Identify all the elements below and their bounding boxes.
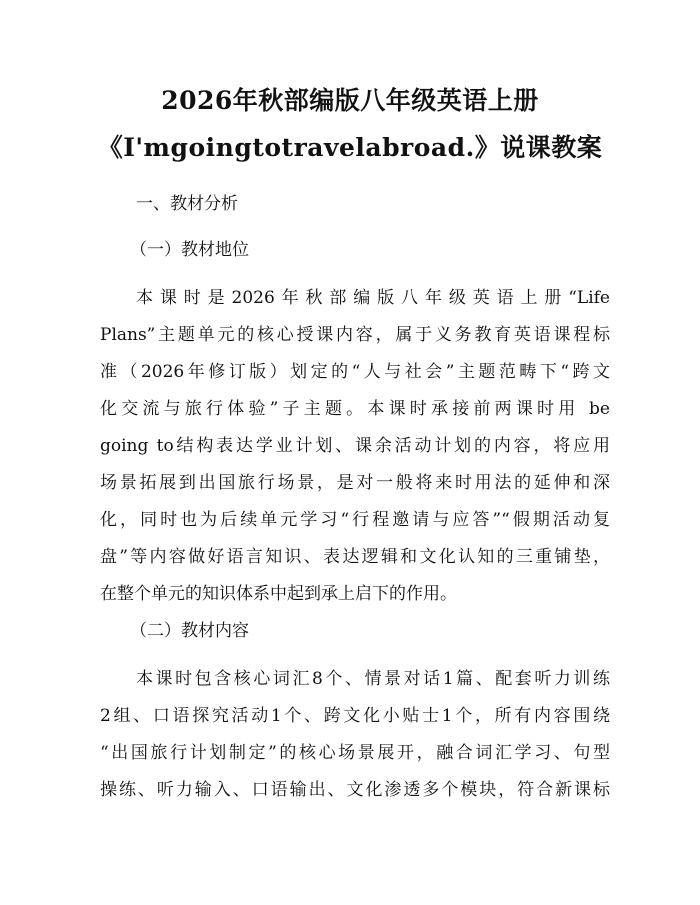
paragraph-line: 化，同时也为后续单元学习“行程邀请与应答”“假期活动复: [100, 510, 610, 530]
document-title-line-2: 《I'mgoingtotravelabroad.》说课教案: [97, 133, 603, 162]
paragraph-line: 化交流与旅行体验”子主题。本课时承接前两课时用 be: [100, 399, 610, 419]
paragraph-line: 场景拓展到出国旅行场景，是对一般将来时用法的延伸和深: [100, 473, 610, 493]
subsection-heading-textbook-content: （二）教材内容: [130, 621, 249, 641]
paragraph-line: going to结构表达学业计划、课余活动计划的内容，将应用: [100, 436, 610, 456]
paragraph-line: 本课时包含核心词汇8个、情景对话1篇、配套听力训练: [136, 669, 610, 689]
subsection-heading-textbook-status: （一）教材地位: [130, 240, 249, 260]
paragraph-line: 操练、听力输入、口语输出、文化渗透多个模块，符合新课标: [100, 780, 610, 800]
paragraph-line: 准（2026年修订版）划定的“人与社会”主题范畴下“跨文: [100, 362, 610, 382]
document-title-line-1: 2026年秋部编版八年级英语上册: [161, 86, 539, 115]
paragraph-line: Plans”主题单元的核心授课内容，属于义务教育英语课程标: [100, 325, 610, 345]
paragraph-line: 本课时是2026年秋部编版八年级英语上册“Life: [136, 288, 610, 308]
paragraph-line: 2组、口语探究活动1个、跨文化小贴士1个，所有内容围绕: [100, 706, 610, 726]
section-heading-textbook-analysis: 一、教材分析: [136, 194, 238, 214]
paragraph-line: 盘”等内容做好语言知识、表达逻辑和文化认知的三重铺垫，: [100, 547, 610, 567]
paragraph-line: “出国旅行计划制定”的核心场景展开，融合词汇学习、句型: [100, 743, 610, 763]
paragraph-line: 在整个单元的知识体系中起到承上启下的作用。: [100, 584, 457, 604]
